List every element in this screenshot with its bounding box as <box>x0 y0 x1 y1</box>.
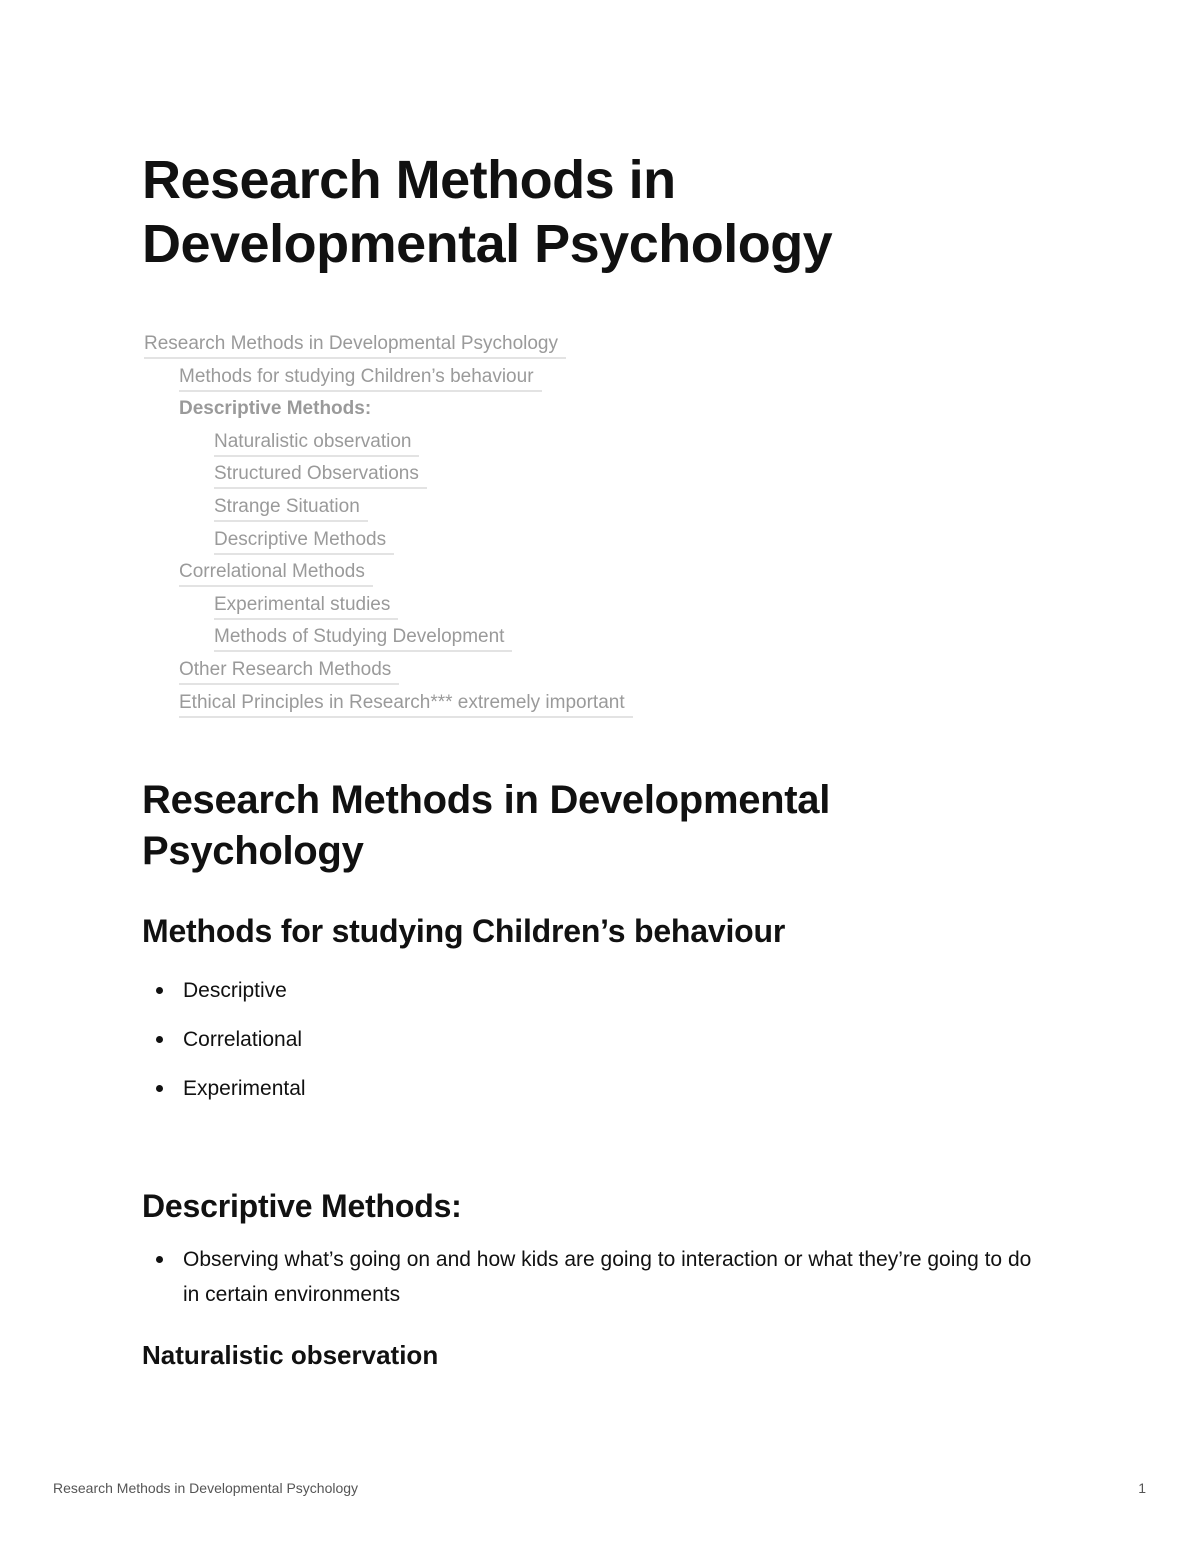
footer-page-number: 1 <box>1138 1480 1146 1496</box>
descriptive-bullet-list <box>142 1242 1042 1312</box>
bullet-icon <box>156 1256 163 1263</box>
toc-link-label: Descriptive Methods: <box>179 398 372 420</box>
toc-link-label: Methods of Studying Development <box>214 624 512 652</box>
toc-link-label: Methods for studying Children’s behaviour <box>179 364 542 392</box>
toc-link-label: Other Research Methods <box>179 657 399 685</box>
toc-link-label: Naturalistic observation <box>214 429 419 457</box>
table-of-contents <box>142 328 1042 719</box>
list-item <box>142 1242 1042 1312</box>
toc-link-label: Correlational Methods <box>179 559 373 587</box>
document-title-line-1: Research Methods in <box>142 150 676 210</box>
document-title <box>142 148 1042 276</box>
list-item-text: Correlational <box>183 1028 303 1052</box>
toc-link-label: Experimental studies <box>214 592 398 620</box>
section-heading-research-methods: Research Methods in Developmental Psychology <box>142 778 831 874</box>
heading-naturalistic-observation: Naturalistic observation <box>142 1340 439 1371</box>
toc-link[interactable] <box>142 458 1042 491</box>
toc-link[interactable] <box>142 393 1042 426</box>
toc-link[interactable] <box>142 589 1042 622</box>
toc-link-label: Ethical Principles in Research*** extremely important <box>179 690 633 718</box>
toc-link-label: Research Methods in Developmental Psychology <box>144 331 566 359</box>
toc-link[interactable] <box>142 654 1042 687</box>
toc-link[interactable] <box>142 361 1042 394</box>
heading-descriptive-methods: Descriptive Methods: <box>142 1188 462 1225</box>
toc-link[interactable] <box>142 524 1042 557</box>
toc-link[interactable] <box>142 491 1042 524</box>
list-item-text: Experimental <box>183 1077 306 1101</box>
list-item-text: Descriptive <box>183 979 287 1003</box>
toc-link[interactable] <box>142 556 1042 589</box>
list-item <box>142 1022 1042 1057</box>
toc-link[interactable] <box>142 687 1042 720</box>
toc-link-label: Strange Situation <box>214 494 368 522</box>
list-item <box>142 973 1042 1008</box>
list-item <box>142 1071 1042 1106</box>
bullet-icon <box>156 1085 163 1092</box>
page-content <box>142 148 1042 1372</box>
document-title-line-2: Developmental Psychology <box>142 214 833 274</box>
bullet-icon <box>156 1036 163 1043</box>
toc-link[interactable] <box>142 621 1042 654</box>
list-item-text: Observing what’s going on and how kids are going to interaction or what they’re going to do in certain environments <box>183 1248 1032 1307</box>
heading-methods-for-studying: Methods for studying Children’s behaviour <box>142 913 786 950</box>
toc-link[interactable] <box>142 426 1042 459</box>
toc-link[interactable] <box>142 328 1042 361</box>
methods-bullet-list <box>142 973 1042 1106</box>
toc-link-label: Structured Observations <box>214 461 427 489</box>
bullet-icon <box>156 987 163 994</box>
toc-link-label: Descriptive Methods <box>214 527 394 555</box>
footer-document-title: Research Methods in Developmental Psychology <box>53 1480 359 1496</box>
